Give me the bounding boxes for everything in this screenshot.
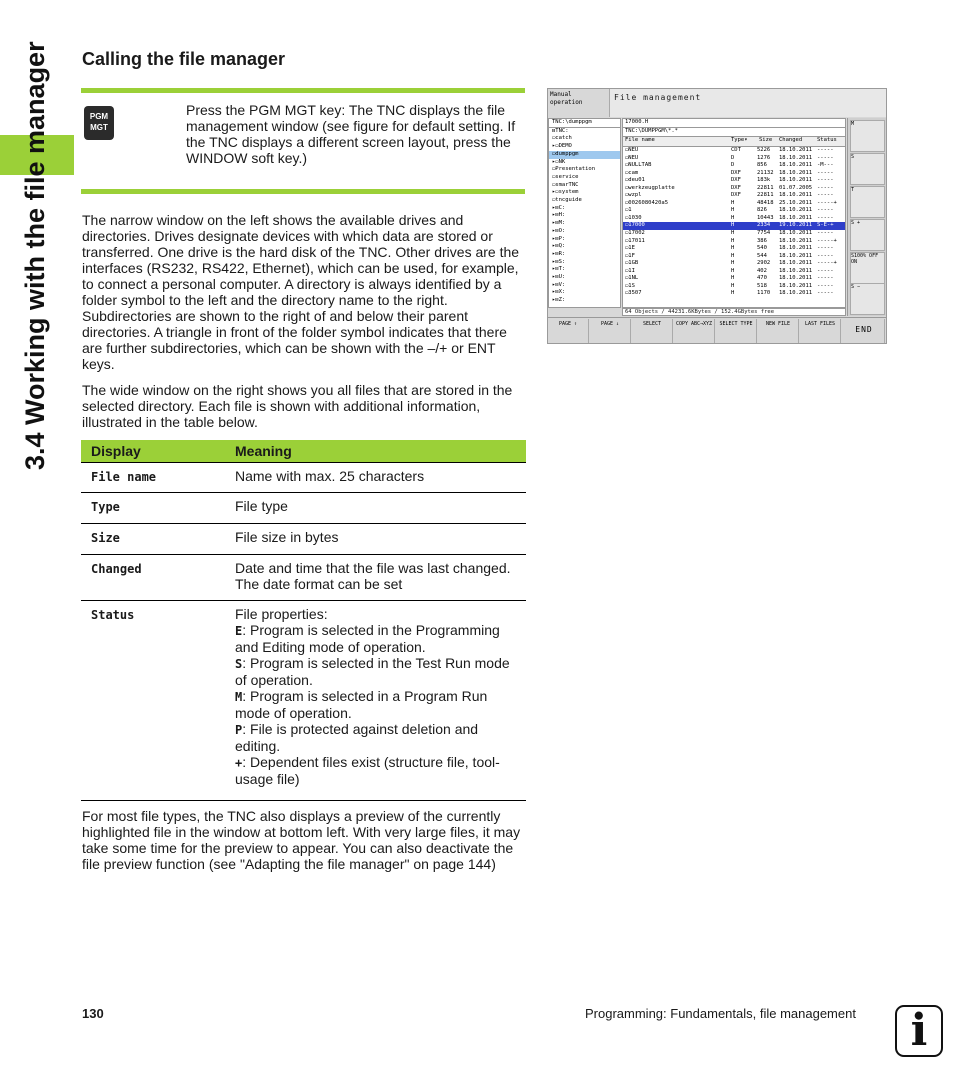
row-code: Type xyxy=(91,500,120,514)
file-status: ----- xyxy=(817,245,834,252)
file-size: 183k xyxy=(757,177,771,184)
tree-path: TNC:\dumppgm xyxy=(549,119,620,128)
softkey-select[interactable]: SELECT xyxy=(632,319,673,343)
file-status: ----- xyxy=(817,154,834,161)
table-row xyxy=(81,524,526,555)
file-status: ----- xyxy=(817,147,834,153)
file-size: 7754 xyxy=(757,230,771,237)
softkey-bar xyxy=(548,317,886,344)
file-row[interactable] xyxy=(623,185,845,193)
file-row[interactable] xyxy=(623,215,845,223)
file-status: ----- xyxy=(817,290,834,297)
file-row[interactable] xyxy=(623,207,845,215)
paragraph-right-window: The wide window on the right shows you all files that are stored in the selected directory. Each file is shown with additional information, illustrated in the table below. xyxy=(82,382,513,430)
row-code: File name xyxy=(91,470,157,484)
file-name: ▭1F xyxy=(625,252,635,259)
softkey-copy[interactable]: COPY ABC→XYZ xyxy=(674,319,715,343)
file-row[interactable] xyxy=(623,222,845,230)
file-status: ----- xyxy=(817,267,834,274)
file-status: ----- xyxy=(817,207,834,214)
file-name: ▭cam xyxy=(625,169,639,176)
file-date: 25.10.2011 xyxy=(779,199,813,206)
mode-label xyxy=(548,89,609,117)
file-size: 402 xyxy=(757,267,767,274)
file-size: 22811 xyxy=(757,192,774,199)
file-type: H xyxy=(731,245,735,252)
row-code: Status xyxy=(91,608,135,622)
status-head: File properties: xyxy=(235,606,328,622)
file-name: ▭17011 xyxy=(625,237,645,244)
file-type: H xyxy=(731,290,735,297)
current-file xyxy=(623,119,845,128)
file-status: ----- xyxy=(817,275,834,282)
side-panel-item: S + xyxy=(850,219,885,251)
status-item xyxy=(235,688,520,721)
divider-bottom xyxy=(81,189,525,194)
file-type: H xyxy=(731,252,735,259)
status-flag: E xyxy=(235,624,243,638)
file-row[interactable] xyxy=(623,177,845,185)
file-row[interactable] xyxy=(623,283,845,291)
status-text: : File is protected against deletion and editing. xyxy=(235,721,479,754)
footer-text: Programming: Fundamentals, file management xyxy=(585,1006,856,1021)
table-row-status xyxy=(81,601,526,801)
file-info-table xyxy=(81,440,526,801)
tree-item[interactable]: ▸⊟T: xyxy=(552,266,566,273)
tree-item[interactable]: ▸⊟X: xyxy=(552,289,566,296)
row-code: Size xyxy=(91,531,120,545)
file-status: -----+ xyxy=(817,260,837,267)
row-code: Changed xyxy=(91,562,142,576)
header-display: Display xyxy=(91,443,141,459)
file-management-screenshot xyxy=(547,88,887,344)
status-item xyxy=(235,655,520,688)
info-icon: i xyxy=(895,1005,943,1057)
file-date: 18.10.2011 xyxy=(779,214,813,221)
file-row[interactable] xyxy=(623,238,845,246)
file-date: 18.10.2011 xyxy=(779,275,813,282)
file-size: 22811 xyxy=(757,184,774,191)
file-name: ▭wzpl xyxy=(625,192,642,199)
file-name: ▭werkzeugplatte xyxy=(625,184,675,191)
status-text: : Program is selected in the Test Run mode of operation. xyxy=(235,655,510,688)
row-desc: Name with max. 25 characters xyxy=(235,468,425,484)
file-row[interactable] xyxy=(623,192,845,200)
file-size: 1170 xyxy=(757,290,771,297)
col-status[interactable]: Status xyxy=(817,137,837,143)
row-desc: File type xyxy=(235,498,288,514)
file-type: DXF xyxy=(731,184,741,191)
tree-item[interactable]: ▸⊟R: xyxy=(552,250,566,257)
file-size: 2334 xyxy=(757,222,771,229)
tree-item[interactable]: ▸⊟C: xyxy=(552,204,566,211)
file-date: 01.07.2005 xyxy=(779,184,813,191)
file-row[interactable] xyxy=(623,230,845,238)
file-size: 5226 xyxy=(757,147,771,153)
page-number: 130 xyxy=(82,1006,104,1021)
file-type: H xyxy=(731,260,735,267)
tree-item[interactable]: ▭smarTNC xyxy=(552,181,579,188)
intro-text: Press the PGM MGT key: The TNC displays the file management window (see figure for default setting. If the TNC displays a different screen layout, press the WINDOW soft key.) xyxy=(186,102,516,166)
table-row xyxy=(81,463,526,493)
file-date: 18.10.2011 xyxy=(779,237,813,244)
file-date: 19.10.2011 xyxy=(779,222,813,229)
file-size: 386 xyxy=(757,237,767,244)
softkey-last-files[interactable]: LAST FILES xyxy=(800,319,841,343)
tree-item[interactable]: ▸⊟Z: xyxy=(552,297,566,304)
file-size: 856 xyxy=(757,162,767,169)
file-size: 544 xyxy=(757,252,767,259)
file-status: ----- xyxy=(817,184,834,191)
current-path xyxy=(623,128,845,137)
file-name: ▭1S xyxy=(625,282,635,289)
divider-top xyxy=(81,88,525,93)
file-name: ▭1E xyxy=(625,245,635,252)
softkey-new-file[interactable]: NEW FILE xyxy=(758,319,799,343)
file-row[interactable] xyxy=(623,290,845,298)
status-flag: P xyxy=(235,723,243,737)
file-status: ----- xyxy=(817,252,834,259)
file-row[interactable] xyxy=(623,200,845,208)
file-name: ▭1 xyxy=(625,207,632,214)
col-changed[interactable]: Changed xyxy=(779,137,803,143)
status-item xyxy=(235,754,520,787)
tree-item[interactable]: ⊟TNC: xyxy=(552,127,569,134)
file-status: ----- xyxy=(817,230,834,237)
file-type: H xyxy=(731,214,735,221)
file-date: 18.10.2011 xyxy=(779,192,813,199)
softkey-page-down[interactable]: PAGE ⇓ xyxy=(590,319,631,343)
mode-line2: operation xyxy=(550,99,583,106)
current-file-name: 17000.H xyxy=(625,119,649,125)
status-flag: + xyxy=(235,756,243,770)
col-file-name[interactable]: File name xyxy=(625,137,655,143)
softkey-page-up[interactable]: PAGE ⇑ xyxy=(548,319,589,343)
side-panel-item: T xyxy=(850,186,885,218)
file-type: CDT xyxy=(731,147,741,153)
file-date: 18.10.2011 xyxy=(779,267,813,274)
status-text: : Dependent files exist (structure file, tool-usage file) xyxy=(235,754,500,787)
file-date: 18.10.2011 xyxy=(779,290,813,297)
paragraph-preview: For most file types, the TNC also displays a preview of the currently highlighted file in the window at bottom left. With very large files, it may take some time for the preview to appear. You can also deactivate the file preview function (see "Adapting the file manager" on page 144) xyxy=(82,808,521,872)
file-size: 518 xyxy=(757,282,767,289)
row-desc: File size in bytes xyxy=(235,529,339,545)
file-name: ▭17000 xyxy=(625,222,645,229)
file-size: 48418 xyxy=(757,199,774,206)
key-label-line2: MGT xyxy=(90,123,108,132)
file-name: ▭1I xyxy=(625,267,635,274)
file-list xyxy=(623,147,845,298)
file-date: 18.10.2011 xyxy=(779,230,813,237)
file-name: ▭3507 xyxy=(625,290,642,297)
file-type: H xyxy=(731,275,735,282)
file-list-pane[interactable] xyxy=(622,118,846,308)
status-item xyxy=(235,622,520,655)
directory-tree-pane[interactable] xyxy=(548,118,621,308)
file-type: DXF xyxy=(731,192,741,199)
file-type: D xyxy=(731,162,735,169)
section-heading: Calling the file manager xyxy=(82,49,286,69)
file-name: ▭NULLTAB xyxy=(625,162,652,169)
side-panel-item: S xyxy=(850,153,885,185)
tree-list xyxy=(549,128,620,305)
file-type: DXF xyxy=(731,177,741,184)
status-description xyxy=(235,606,520,787)
tree-item[interactable]: ▸⊟V: xyxy=(552,281,566,288)
file-name: ▭0026080420a5 xyxy=(625,199,669,206)
tree-item[interactable]: ▸⊟H: xyxy=(552,212,566,219)
file-type: H xyxy=(731,222,735,229)
key-label-line1: PGM xyxy=(89,112,109,121)
file-date: 18.10.2011 xyxy=(779,162,813,169)
file-date: 18.10.2011 xyxy=(779,260,813,267)
file-size: 826 xyxy=(757,207,767,214)
file-list-header xyxy=(623,137,845,147)
file-size: 470 xyxy=(757,275,767,282)
tree-item[interactable]: ▸▭system xyxy=(552,189,579,196)
file-size: 10443 xyxy=(757,214,774,221)
file-status: S-E-+ xyxy=(817,222,834,229)
tree-item[interactable]: ▸⊟Q: xyxy=(552,243,566,250)
file-status: ----- xyxy=(817,214,834,221)
file-row[interactable] xyxy=(623,260,845,268)
softkey-select-type[interactable]: SELECT TYPE xyxy=(716,319,757,343)
file-size: 2902 xyxy=(757,260,771,267)
file-row[interactable] xyxy=(623,275,845,283)
file-status: ----- xyxy=(817,192,834,199)
row-desc: Date and time that the file was last changed. The date format can be set xyxy=(235,560,511,592)
file-name: ▭1GB xyxy=(625,260,639,267)
file-type: H xyxy=(731,207,735,214)
tree-item[interactable]: ▸⊟P: xyxy=(552,235,566,242)
tree-item[interactable]: ▸⊟M: xyxy=(552,220,566,227)
tree-item[interactable]: ▸⊟O: xyxy=(552,227,566,234)
file-row[interactable] xyxy=(623,245,845,253)
current-path-text: TNC:\DUMPPGM\*.* xyxy=(625,128,678,134)
file-status-line: 64 Objects / 44231.6KBytes / 152.4GBytes free xyxy=(622,308,846,316)
file-row[interactable] xyxy=(623,253,845,261)
status-text: : Program is selected in the Programming and Editing mode of operation. xyxy=(235,622,500,655)
header-meaning: Meaning xyxy=(235,443,292,459)
file-date: 18.10.2011 xyxy=(779,147,813,153)
file-date: 18.10.2011 xyxy=(779,177,813,184)
tree-item[interactable]: ▸⊟U: xyxy=(552,274,566,281)
file-status: -M--- xyxy=(817,162,834,169)
file-size: 540 xyxy=(757,245,767,252)
table-header xyxy=(81,440,526,463)
tree-item[interactable]: ▸▭NK xyxy=(552,158,566,165)
pgm-mgt-key-icon xyxy=(84,106,114,140)
status-flag: M xyxy=(235,690,243,704)
file-type: D xyxy=(731,154,735,161)
tree-item[interactable]: ▭service xyxy=(552,173,579,180)
file-type: H xyxy=(731,282,735,289)
side-panel-item: S100% OFF ON xyxy=(850,252,885,284)
status-flag: S xyxy=(235,657,243,671)
file-row[interactable] xyxy=(623,155,845,163)
paragraph-left-window: The narrow window on the left shows the available drives and directories. Drives designate devices with which data are stored or transferred. One drive is the hard disk of the TNC. Other drives are the interfaces (RS232, RS422, Ethernet), which can be used, for example, to connect a personal computer. A directory is always identified by a folder symbol to the left and the directory name to the right. Subdirectories are shown to the right of and below their parent directories. A triangle in front of the folder symbol indicates that there are further subdirectories, which can be shown with the –/+ or ENT keys. xyxy=(82,212,520,372)
tree-item[interactable]: ▭dumppgm xyxy=(549,151,620,159)
tree-item[interactable]: ▭tncguide xyxy=(552,197,582,204)
file-type: H xyxy=(731,230,735,237)
side-panel-item: S − xyxy=(850,283,885,315)
status-text: : Program is selected in a Program Run mode of operation. xyxy=(235,688,488,721)
file-date: 18.10.2011 xyxy=(779,154,813,161)
file-row[interactable] xyxy=(623,170,845,178)
file-type: H xyxy=(731,267,735,274)
col-type[interactable]: Type▾ xyxy=(731,137,748,143)
file-name: ▭17002 xyxy=(625,230,645,237)
machine-side-panel xyxy=(847,118,887,316)
table-row xyxy=(81,493,526,524)
file-name: ▭1NL xyxy=(625,275,639,282)
file-name: ▭NEU xyxy=(625,154,639,161)
file-status: -----+ xyxy=(817,237,837,244)
chapter-side-title: 3.4 Working with the file manager xyxy=(20,41,50,470)
softkey-end[interactable]: END xyxy=(844,319,885,343)
file-date: 18.10.2011 xyxy=(779,252,813,259)
tree-item[interactable]: ▭catch xyxy=(552,135,572,142)
table-row xyxy=(81,555,526,601)
tree-item[interactable]: ▭Presentation xyxy=(552,166,596,173)
file-date: 18.10.2011 xyxy=(779,245,813,252)
file-status: ----- xyxy=(817,282,834,289)
file-date: 18.10.2011 xyxy=(779,169,813,176)
col-size[interactable]: Size xyxy=(759,137,773,143)
file-name: ▭1030 xyxy=(625,214,642,221)
file-type: H xyxy=(731,199,735,206)
file-status: ----- xyxy=(817,177,834,184)
tree-item[interactable]: ▸▭DEMO xyxy=(552,143,572,150)
file-type: DXF xyxy=(731,169,741,176)
file-row[interactable] xyxy=(623,162,845,170)
file-name: ▭NEU xyxy=(625,147,639,153)
side-panel-item: M xyxy=(850,120,885,152)
tree-item[interactable]: ▸⊟S: xyxy=(552,258,566,265)
file-date: 18.10.2011 xyxy=(779,207,813,214)
file-size: 1276 xyxy=(757,154,771,161)
mode-line1: Manual xyxy=(550,91,572,98)
file-status: -----+ xyxy=(817,199,837,206)
file-status: ----- xyxy=(817,169,834,176)
status-item xyxy=(235,721,520,754)
file-row[interactable] xyxy=(623,268,845,276)
file-row[interactable] xyxy=(623,147,845,155)
file-name: ▭deu01 xyxy=(625,177,645,184)
file-type: H xyxy=(731,237,735,244)
file-date: 18.10.2011 xyxy=(779,282,813,289)
file-size: 21132 xyxy=(757,169,774,176)
screen-title: File management xyxy=(609,89,886,117)
